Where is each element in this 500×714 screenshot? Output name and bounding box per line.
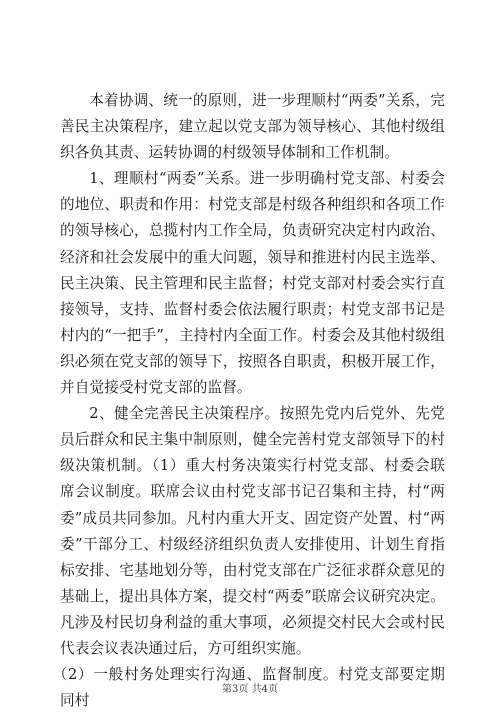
- document-body: [52, 88, 445, 714]
- page-footer: 第3页 共4页: [222, 684, 278, 695]
- paragraph-subsection-2-2: （2）一般村务处理实行沟通、监督制度。村党支部要定期同村: [52, 666, 445, 710]
- paragraph-section-1: 1、理顺村“两委”关系。进一步明确村党支部、村委会的地位、职责和作用：村党支部是村级各种组织和各项工作的领导核心，总揽村内工作全局，负责研究决定村内政治、经济和社会发展中的重大问题，领导和推进村内民主选举、民主决策、民主管理和民主监督；村党支部对村委会实行直接领导，支持、监督村委会依法履行职责；村党支部书记是村内的“一把手”，主持村内全面工作。村委会及其他村级组织必须在党支部的领导下，按照各自职责，积极开展工作，并自觉接受村党支部的监督。: [60, 170, 445, 397]
- paragraph-intro: 本着协调、统一的原则，进一步理顺村“两委”关系，完善民主决策程序，建立起以党支部为领导核心、其他村级组织各负其责、运转协调的村级领导体制和工作机制。: [60, 92, 445, 162]
- paragraph-section-2: 2、健全完善民主决策程序。按照先党内后党外、先党员后群众和民主集中制原则，健全完善村党支部领导下的村级决策机制。（1）重大村务决策实行村党支部、村委会联席会议制度。联席会议由村党支部书记召集和主持，村“两委”成员共同参加。凡村内重大开支、固定资产处置、村“两委”干部分工、村级经济组织负责人安排使用、计划生育指标安排、宅基地划分等，由村党支部在广泛征求群众意见的基础上，提出具体方案，提交村“两委”联席会议研究决定。凡涉及村民切身利益的重大事项，必须提交村民大会或村民代表会议表决通过后，方可组织实施。: [60, 405, 445, 657]
